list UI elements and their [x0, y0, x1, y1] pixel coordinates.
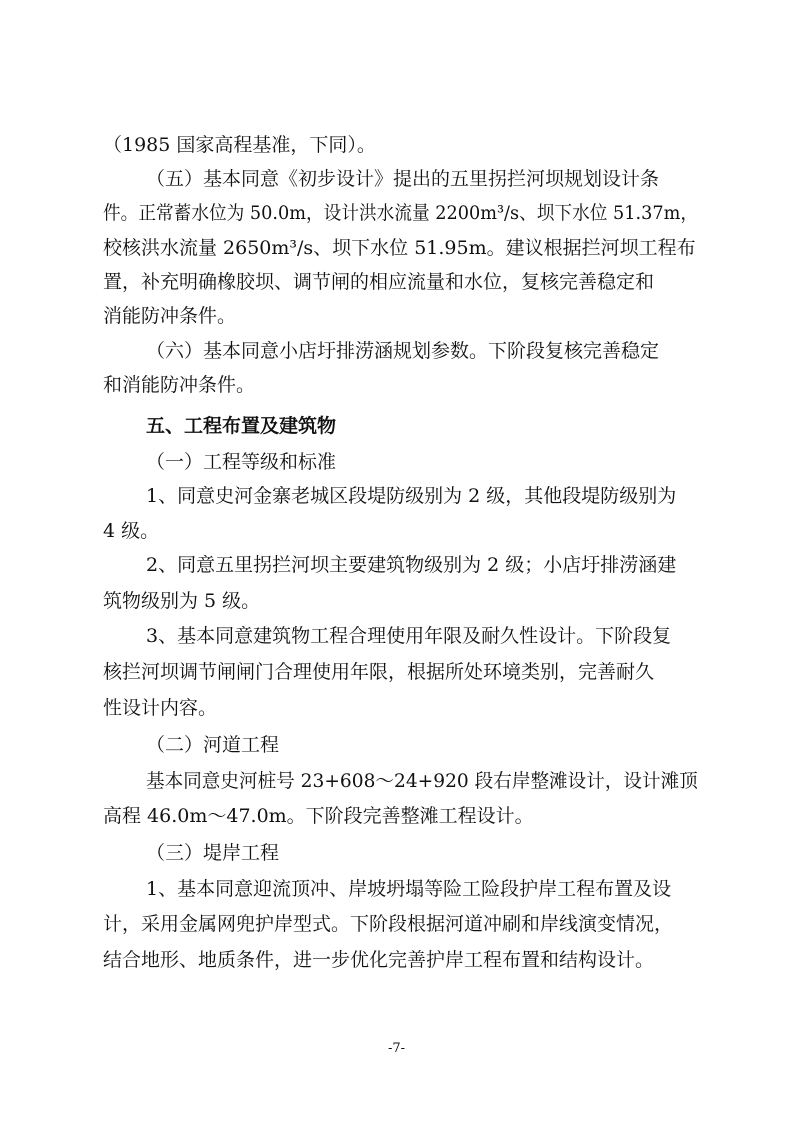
text-line: 4 级。: [103, 520, 160, 542]
subsection-heading: （三）堤岸工程: [146, 842, 280, 864]
text-line: 3、基本同意建筑物工程合理使用年限及耐久性设计。下阶段复: [146, 625, 672, 647]
text-line: 件。正常蓄水位为 50.0m，设计洪水流量 2200m³/s、坝下水位 51.37m，: [103, 202, 698, 224]
text-line: 结合地形、地质条件，进一步优化完善护岸工程布置和结构设计。: [103, 949, 655, 971]
text-line: 高程 46.0m～47.0m。下阶段完善整滩工程设计。: [103, 805, 534, 827]
text-line: （五）基本同意《初步设计》提出的五里拐拦河坝规划设计条: [146, 168, 660, 190]
page-number: -7-: [387, 1041, 406, 1056]
text-line: 和消能防冲条件。: [103, 374, 256, 396]
text-line: 置，补充明确橡胶坝、调节闸的相应流量和水位，复核完善稳定和: [103, 271, 655, 293]
text-line: （1985 国家高程基准，下同）。: [103, 134, 376, 156]
text-line: 计，采用金属网兜护岸型式。下阶段根据河道冲刷和岸线演变情况，: [103, 913, 674, 935]
text-line: 校核洪水流量 2650m³/s、坝下水位 51.95m。建议根据拦河坝工程布: [103, 237, 696, 259]
subsection-heading: （一）工程等级和标准: [146, 451, 337, 473]
text-line: 性设计内容。: [103, 697, 218, 719]
text-line: 消能防冲条件。: [103, 305, 237, 327]
text-line: 2、同意五里拐拦河坝主要建筑物级别为 2 级；小店圩排涝涵建: [146, 554, 677, 576]
text-line: 1、基本同意迎流顶冲、岸坡坍塌等险工险段护岸工程布置及设: [146, 878, 672, 900]
text-line: 1、同意史河金寨老城区段堤防级别为 2 级，其他段堤防级别为: [146, 485, 677, 507]
section-heading: 五、工程布置及建筑物: [146, 415, 337, 437]
text-line: 核拦河坝调节闸闸门合理使用年限，根据所处环境类别，完善耐久: [103, 661, 655, 683]
text-line: （六）基本同意小店圩排涝涵规划参数。下阶段复核完善稳定: [146, 340, 660, 362]
text-line: 基本同意史河桩号 23+608～24+920 段右岸整滩设计，设计滩顶: [146, 770, 698, 792]
subsection-heading: （二）河道工程: [146, 734, 280, 756]
text-line: 筑物级别为 5 级。: [103, 590, 261, 612]
